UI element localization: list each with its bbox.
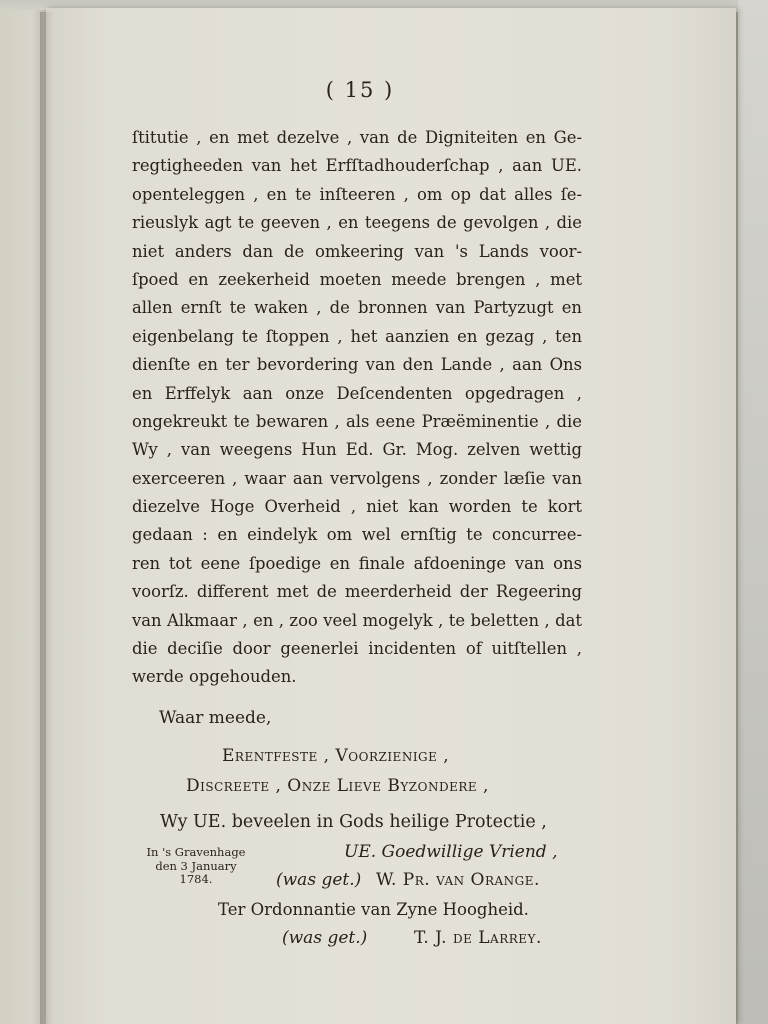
text-line: allen ernſt te waken , de bronnen van Partyzugt en [132, 298, 582, 318]
book-spine [40, 12, 54, 1024]
closing-line: UE. Goedwillige Vriend , [344, 842, 558, 862]
year-line: 1784. [179, 872, 213, 886]
text-line: voorſz. different met de meerderheid der Regeering [132, 582, 582, 602]
text-line: rieuslyk agt te geeven , en teegens de gevolgen , die [132, 213, 582, 233]
address-line-2: Discreete , Onze Lieve Byzondere , [186, 776, 489, 796]
text-line: en Erffelyk aan onze Deſcendenten opgedragen , [132, 383, 582, 403]
text-line: diezelve Hoge Overheid , niet kan worden te kort [132, 497, 582, 517]
signatory-2: T. J. de Larrey. [414, 928, 542, 948]
text-line: niet anders dan de omkeering van 's Lands voor- [132, 241, 582, 261]
date-line: den 3 January [155, 858, 237, 873]
text-line: ongekreukt te bewaren , als eene Præëminentie , die [132, 411, 582, 431]
text-line: die deciſie door geenerlei incidenten of uitſtellen , [132, 639, 582, 659]
text-line: gedaan : en eindelyk om wel ernſtig te concurree- [132, 525, 582, 545]
text-line: werde opgehouden. [132, 667, 297, 687]
text-line: exerceeren , waar aan vervolgens , zonder læſie van [132, 468, 582, 488]
place-date [126, 846, 266, 887]
text-line: Wy , van weegens Hun Ed. Gr. Mog. zelven wettig [132, 440, 582, 460]
address-line-1: Erentfeste , Voorzienige , [222, 746, 450, 766]
salutation: Waar meede, [159, 708, 272, 728]
text-line: ſtitutie , en met dezelve , van de Digniteiten en Ge- [132, 128, 582, 147]
page-number: ( 15 ) [325, 78, 395, 102]
text-line: ren tot eene ſpoedige en finale afdoeninge van ons [132, 553, 582, 573]
ordonnantie-line: Ter Ordonnantie van Zyne Hoogheid. [218, 900, 529, 919]
text-line: openteleggen , en te inſteeren , om op dat alles ſe- [132, 184, 582, 204]
text-line: van Alkmaar , en , zoo veel mogelyk , te beletten , dat [132, 610, 582, 630]
blessing-line: Wy UE. beveelen in Gods heilige Protectie , [160, 812, 547, 832]
signatory-1: W. Pr. van Orange. [376, 870, 540, 890]
place-line: In 's Gravenhage [146, 845, 246, 859]
text-line: ſpoed en zeekerheid moeten meede brengen , met [132, 269, 582, 289]
text-line: eigenbelang te ſtoppen , het aanzien en gezag , ten [132, 326, 582, 346]
text-line: dienſte en ter bevordering van den Lande , aan Ons [132, 355, 582, 375]
backdrop-right [738, 0, 768, 1024]
was-get-1: (was get.) [276, 870, 362, 890]
was-get-2: (was get.) [282, 928, 368, 948]
text-line: regtigheeden van het Erfſtadhouderſchap , aan UE. [132, 156, 582, 176]
body-text [132, 124, 582, 692]
